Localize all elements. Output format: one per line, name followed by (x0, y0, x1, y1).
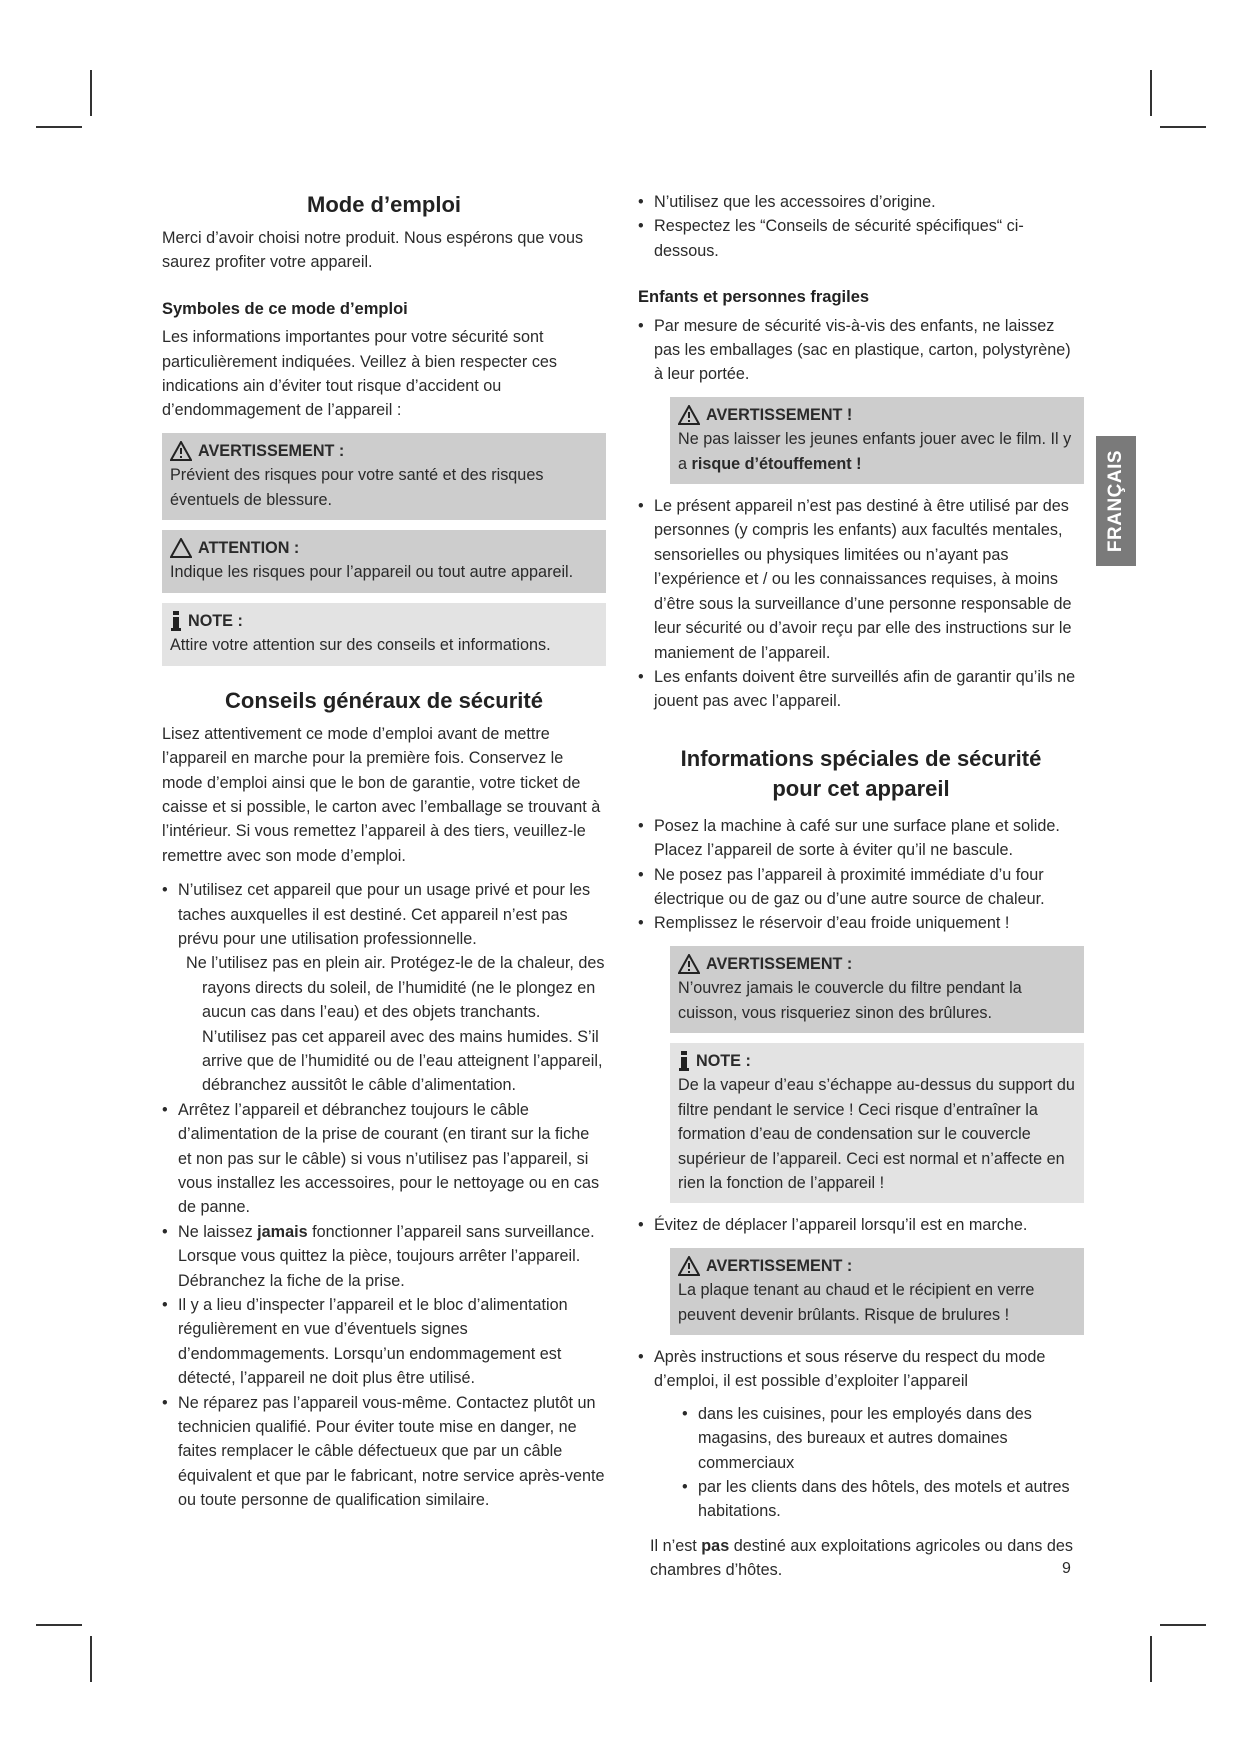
symbols-heading: Symboles de ce mode d’emploi (162, 299, 408, 318)
warning-label: AVERTISSEMENT ! (706, 405, 853, 424)
list-item: • Arrêtez l’appareil et débranchez toujours le câble d’alimentation de la prise de courant (en tirant sur la fiche et non pas sur le câble) si vous n’utilisez pas l’appareil, si vous installez les accessoires, pour le nettoyage ou en cas de panne. (162, 1098, 606, 1220)
note-text: Attire votre attention sur des conseils et informations. (170, 636, 551, 655)
crop-mark (1150, 70, 1152, 116)
symbols-text: Les informations importantes pour votre sécurité sont particulièrement indiquées. Veillez à bien respecter ces indications ain d’éviter tout risque d’accident ou d’endommagement de l’appareil : (162, 328, 558, 420)
note-box-steam (670, 1043, 1084, 1203)
warning-label: AVERTISSEMENT : (706, 954, 853, 973)
note-text: De la vapeur d’eau s’échappe au-dessus du support du filtre pendant le service ! Ceci risque d’entraîner la formation d’eau de condensation sur le couvercle supérieur de l’appareil. Ceci est normal et n’affecte en rien la fonction de l’appareil ! (678, 1076, 1075, 1192)
special-safety-list-3 (638, 1345, 1084, 1524)
left-column (162, 190, 606, 1513)
right-column (638, 190, 1084, 1583)
list-item: • Les enfants doivent être surveillés afin de garantir qu’ils ne jouent pas avec l’appareil. (638, 665, 1084, 714)
note-box (162, 603, 606, 666)
language-tab-label: FRANÇAIS (1105, 449, 1127, 553)
crop-mark (1160, 1624, 1206, 1626)
crop-mark (36, 126, 82, 128)
list-item: • Respectez les “Conseils de sécurité spécifiques“ ci-dessous. (638, 214, 1084, 263)
warning-triangle-icon (678, 954, 700, 974)
list-item: • Ne posez pas l’appareil à proximité immédiate d’u four électrique ou de gaz ou d’une autre source de chaleur. (638, 863, 1084, 912)
closing-text: Il n’est pas destiné aux exploitations agricoles ou dans des chambres d’hôtes. (650, 1536, 1073, 1580)
warning-text: N’ouvrez jamais le couvercle du filtre pendant la cuisson, vous risqueriez sinon des brûlures. (678, 979, 1022, 1022)
general-safety-title: Conseils généraux de sécurité (225, 687, 543, 713)
language-tab (1096, 436, 1136, 566)
list-item: • Par mesure de sécurité vis-à-vis des enfants, ne laissez pas les emballages (sac en plastique, carton, polystyrène) à leur portée. (638, 314, 1084, 387)
special-safety-list-2 (638, 1213, 1084, 1237)
warning-box (162, 433, 606, 520)
attention-text: Indique les risques pour l’appareil ou tout autre appareil. (170, 563, 574, 582)
attention-triangle-icon (170, 538, 192, 558)
warning-label: AVERTISSEMENT : (706, 1256, 853, 1275)
warning-text: La plaque tenant au chaud et le récipient en verre peuvent devenir brûlants. Risque de brulures ! (678, 1281, 1035, 1324)
general-safety-list (162, 878, 606, 951)
special-safety-title: Informations spéciales de sécurité pour cet appareil (680, 745, 1042, 801)
info-icon (678, 1051, 690, 1071)
info-icon (170, 611, 182, 631)
list-item: • Posez la machine à café sur une surface plane et solide. Placez l’appareil de sorte à éviter qu’il ne bascule. (638, 814, 1084, 863)
warning-box-hotplate (670, 1248, 1084, 1335)
warning-text: Prévient des risques pour votre santé et des risques éventuels de blessure. (170, 466, 544, 509)
accessories-list (638, 190, 1084, 263)
crop-mark (36, 1624, 82, 1626)
list-item: • Ne réparez pas l’appareil vous-même. Contactez plutôt un technicien qualifié. Pour éviter toute mise en danger, ne faites remplacer le câble défectueux que par un câble équivalent et que par le fabricant, notre service après-vente ou toute personne de qualification similaire. (162, 1391, 606, 1513)
list-item: • Après instructions et sous réserve du respect du mode d’emploi, il est possible d’exploiter l’appareil • dans les cuisines, pour les employés dans des magasins, des bureaux et autres domaines commerciaux • par les clients dans des hôtels, des motels et autres habitations. (638, 1345, 1084, 1524)
warning-triangle-icon (678, 1256, 700, 1276)
warning-triangle-icon (170, 441, 192, 461)
list-item: • par les clients dans des hôtels, des motels et autres habitations. (682, 1475, 1084, 1524)
general-intro: Lisez attentivement ce mode d’emploi avant de mettre l’appareil en marche pour la première fois. Conservez le mode d’emploi ainsi que le bon de garantie, votre ticket de caisse et si possible, le carton avec l’emballage se trouvant à l’intérieur. Si vous remettez l’appareil à des tiers, veuillez-le remettre avec son mode d’emploi. (162, 724, 601, 865)
list-item: • Ne laissez jamais fonctionner l’appareil sans surveillance. Lorsque vous quittez la pièce, toujours arrêter l’appareil. Débranchez la fiche de la prise. (162, 1220, 606, 1293)
list-item: • Remplissez le réservoir d’eau froide uniquement ! (638, 911, 1084, 935)
intro-text: Merci d’avoir choisi notre produit. Nous espérons que vous saurez profiter votre appareil. (162, 229, 584, 272)
list-item: • Il y a lieu d’inspecter l’appareil et le bloc d’alimentation régulièrement en vue d’éventuels signes d’endommagements. Lorsqu’un endommagement est détecté, l’appareil ne doit plus être utilisé. (162, 1293, 606, 1391)
list-item: • N’utilisez cet appareil que pour un usage privé et pour les taches auxquelles il est destiné. Cet appareil n’est pas prévu pour une utilisation professionnelle. (162, 878, 606, 951)
page-number: 9 (1062, 1560, 1071, 1577)
crop-mark (90, 70, 92, 116)
crop-mark (1150, 1636, 1152, 1682)
attention-box (162, 530, 606, 593)
note-label: NOTE : (188, 611, 243, 630)
note-label: NOTE : (696, 1051, 751, 1070)
page-title: Mode d’emploi (307, 192, 461, 217)
warning-box-children (670, 397, 1084, 484)
attention-label: ATTENTION : (198, 539, 300, 558)
usage-sub-list (654, 1402, 1084, 1524)
list-item: • Évitez de déplacer l’appareil lorsqu’il est en marche. (638, 1213, 1084, 1237)
warning-triangle-icon (678, 405, 700, 425)
list-item-continued: Ne l’utilisez pas en plein air. Protégez-le de la chaleur, des rayons directs du soleil, de l’humidité (ne le plongez en aucun cas dans l’eau) et des objets tranchants. N’utilisez pas cet appareil avec des mains humides. S’il arrive que de l’humidité ou de l’eau atteignent l’appareil, débranchez aussitôt le câble d’alimentation. (186, 954, 605, 1095)
list-item: • N’utilisez que les accessoires d’origine. (638, 190, 1084, 214)
warning-box-lid (670, 946, 1084, 1033)
list-item: • dans les cuisines, pour les employés dans des magasins, des bureaux et autres domaines commerciaux (682, 1402, 1084, 1475)
general-safety-list-2 (162, 1098, 606, 1513)
warning-label: AVERTISSEMENT : (198, 441, 345, 460)
crop-mark (90, 1636, 92, 1682)
children-list (638, 314, 1084, 387)
list-item: • Le présent appareil n’est pas destiné à être utilisé par des personnes (y compris les enfants) aux facultés mentales, sensorielles ou physiques limitées ou n’ayant pas l’expérience et / ou les connaissances requises, à moins d’être sous la surveillance d’une personne responsable de leur sécurité ou d’avoir reçu par elle des instructions sur le maniement de l’appareil. (638, 494, 1084, 665)
children-heading: Enfants et personnes fragiles (638, 288, 870, 307)
children-list-2 (638, 494, 1084, 714)
special-safety-list (638, 814, 1084, 936)
crop-mark (1160, 126, 1206, 128)
warning-text: Ne pas laisser les jeunes enfants jouer avec le film. Il y a risque d’étouffement ! (678, 430, 1072, 473)
